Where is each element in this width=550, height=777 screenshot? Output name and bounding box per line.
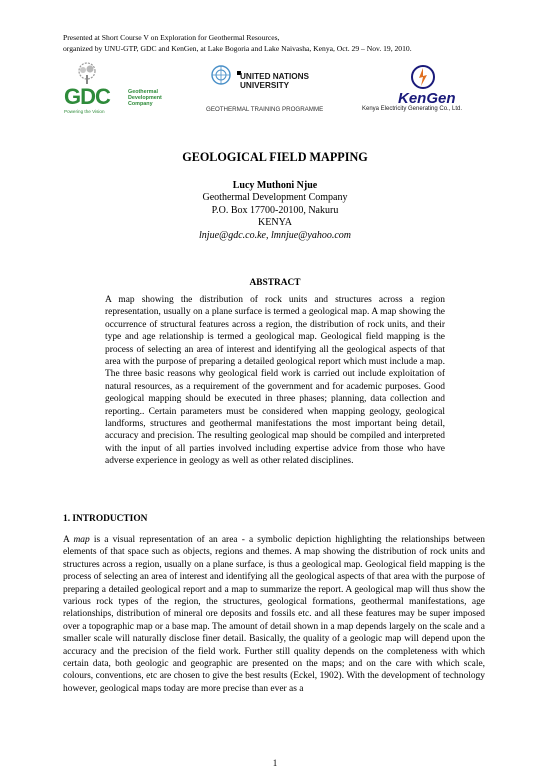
- author-address: P.O. Box 17700-20100, Nakuru: [211, 204, 339, 216]
- intro-lead: A: [63, 535, 74, 545]
- section-heading-introduction: 1. INTRODUCTION: [63, 514, 148, 524]
- gdc-name: [128, 89, 168, 107]
- intro-text: is a visual representation of an area - a symbolic depiction highlighting the relationships between elements of that space such as objects, regions and themes. A map showing the distribution of rock units and structures across a region, usually on a plane surface, is thus a geological map. Geological field mapping is the process of selecting an area of interest and identifying all the geological aspects of that area with the purpose of preparing a detailed geological report and a map to summarize the report. A geological map will thus show the various rock types of the region, the structures, geological formations, geothermal manifestations, age relationships, distribution of mineral ore deposits and fossils etc. and all these features may be super imposed over a topographic map or a base map. The amount of detail shown in a map depends largely on the scale and a smaller scale will naturally disclose finer detail. Basically, the quality of a geologic map will depend upon the accuracy and the precision of the field work. Further still quality depends on the completeness with which certain data, both geologic and geographic are presented on the maps; and on the care with which scale, colours, conventions, etc are chosen to give the best results (Eckel, 1902). With the development of technology however, geological maps today are more precise than ever as a: [63, 535, 486, 694]
- kengen-subtitle: Kenya Electricity Generating Co., Ltd.: [362, 106, 463, 112]
- header-line-2: organized by UNU-GTP, GDC and KenGen, at Lake Bogoria and Lake Naivasha, Kenya, Oct. 29 – Nov. 19, 2010.: [63, 44, 412, 53]
- page-number: 1: [272, 758, 278, 768]
- author-country: KENYA: [258, 217, 292, 229]
- introduction-paragraph: [63, 534, 485, 695]
- gdc-logo: [64, 62, 174, 114]
- author-name: Lucy Muthoni Njue: [232, 180, 318, 191]
- introduction-body: [63, 534, 485, 695]
- author-org: Geothermal Development Company: [202, 192, 348, 204]
- unu-name: [240, 72, 309, 90]
- gdc-letters: GDC: [64, 84, 110, 109]
- kengen-name: KenGen: [398, 90, 456, 107]
- author-email: lnjue@gdc.co.ke, lmnjue@yahoo.com: [199, 229, 351, 241]
- abstract-text: A map showing the distribution of rock units and structures across a region representation, usually on a plane surface is termed a geological map. A map showing the occurrence of structural features across a region, the distribution of rock units, and their type and age relationship is termed a geological map. Geological field mapping is the process of selecting an area of interest and identifying all the geological aspects of that area with the purpose of preparing a detailed geological report which must include a map. The three basic reasons why geological field work is carried out include exploitation of natural resources, as a requirement of the government and for academic purposes. Good geological mapping should be executed in three phases; planning, data collection and reporting.. Certain parameters must be considered when mapping geology, geological landforms, structures and geothermal manifestations the most important being detail, accuracy and precision. The resulting geological map should be compiled and interpreted with the input of all parties involved including expertise advice from those who have adverse experience in geology as well as other related disciplines.: [105, 295, 445, 467]
- unu-programme: GEOTHERMAL TRAINING PROGRAMME: [206, 106, 324, 113]
- gdc-name-line2: Development: [128, 95, 162, 101]
- paper-title: GEOLOGICAL FIELD MAPPING: [182, 150, 368, 164]
- abstract-body: [105, 294, 445, 468]
- unu-line2: UNIVERSITY: [240, 81, 290, 90]
- intro-lead-emphasis: map: [73, 535, 90, 545]
- un-emblem-icon: [210, 64, 232, 86]
- gdc-name-line1: Geothermal: [128, 89, 158, 95]
- gdc-tagline: Powering the Vision: [64, 109, 105, 114]
- header-line-1: Presented at Short Course V on Exploration for Geothermal Resources,: [63, 33, 280, 42]
- kengen-logo-icon: [410, 64, 436, 90]
- unu-line1: UNITED NATIONS: [240, 72, 309, 81]
- abstract-heading: ABSTRACT: [249, 278, 301, 288]
- author-block: [0, 180, 550, 242]
- gdc-name-line3: Company: [128, 101, 153, 107]
